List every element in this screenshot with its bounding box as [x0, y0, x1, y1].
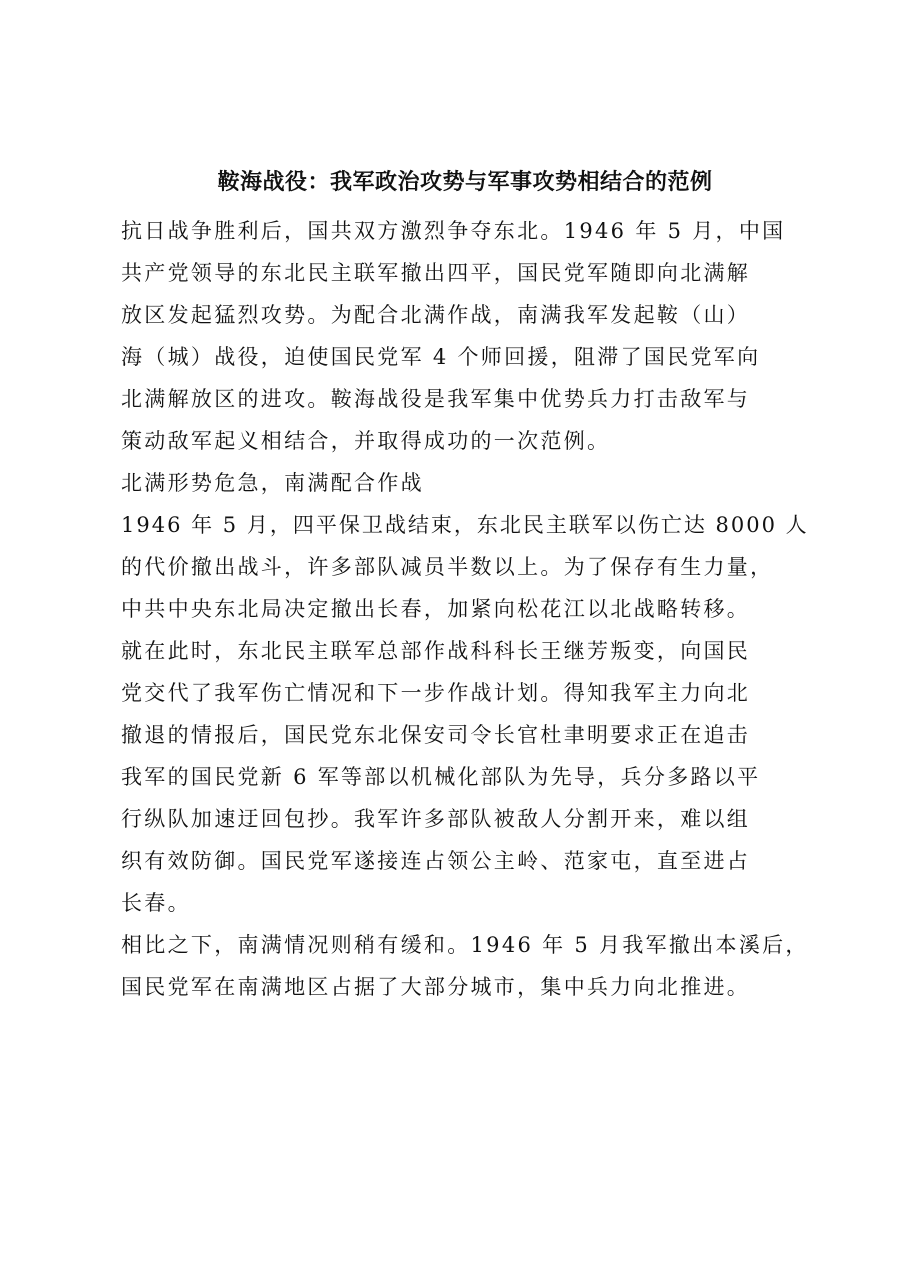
- text-line: 国民党军在南满地区占据了大部分城市，集中兵力向北推进。: [121, 975, 751, 999]
- text-line: 放区发起猛烈攻势。为配合北满作战，南满我军发起鞍（山）: [121, 303, 751, 327]
- text-line: 撤退的情报后，国民党东北保安司令长官杜聿明要求正在追击: [121, 723, 751, 747]
- section-heading: 北满形势危急，南满配合作战: [121, 471, 424, 495]
- text-line: 相比之下，南满情况则稍有缓和。1946 年 5 月我军撤出本溪后，: [121, 933, 809, 957]
- text-line: 就在此时，东北民主联军总部作战科科长王继芳叛变，向国民: [121, 639, 751, 663]
- text-line: 的代价撤出战斗，许多部队减员半数以上。为了保存有生力量，: [121, 555, 774, 579]
- text-line: 织有效防御。国民党军遂接连占领公主岭、范家屯，直至进占: [121, 849, 751, 873]
- text-line: 长春。: [121, 891, 191, 915]
- text-line: 北满解放区的进攻。鞍海战役是我军集中优势兵力打击敌军与: [121, 387, 751, 411]
- text-line: 共产党领导的东北民主联军撤出四平，国民党军随即向北满解: [121, 261, 751, 285]
- document-body: [121, 210, 811, 1008]
- text-line: 行纵队加速迂回包抄。我军许多部队被敌人分割开来，难以组: [121, 807, 751, 831]
- text-line: 1946 年 5 月，四平保卫战结束，东北民主联军以伤亡达 8000 人: [121, 513, 809, 537]
- document-title: 鞍海战役：我军政治攻势与军事攻势相结合的范例: [217, 169, 713, 195]
- text-line: 策动敌军起义相结合，并取得成功的一次范例。: [121, 429, 611, 453]
- text-line: 中共中央东北局决定撤出长春，加紧向松花江以北战略转移。: [121, 597, 751, 621]
- text-line: 海（城）战役，迫使国民党军 4 个师回援，阻滞了国民党军向: [121, 345, 761, 369]
- text-line: 我军的国民党新 6 军等部以机械化部队为先导，兵分多路以平: [121, 765, 761, 789]
- text-line: 党交代了我军伤亡情况和下一步作战计划。得知我军主力向北: [121, 681, 751, 705]
- text-line: 抗日战争胜利后，国共双方激烈争夺东北。1946 年 5 月，中国: [121, 219, 786, 243]
